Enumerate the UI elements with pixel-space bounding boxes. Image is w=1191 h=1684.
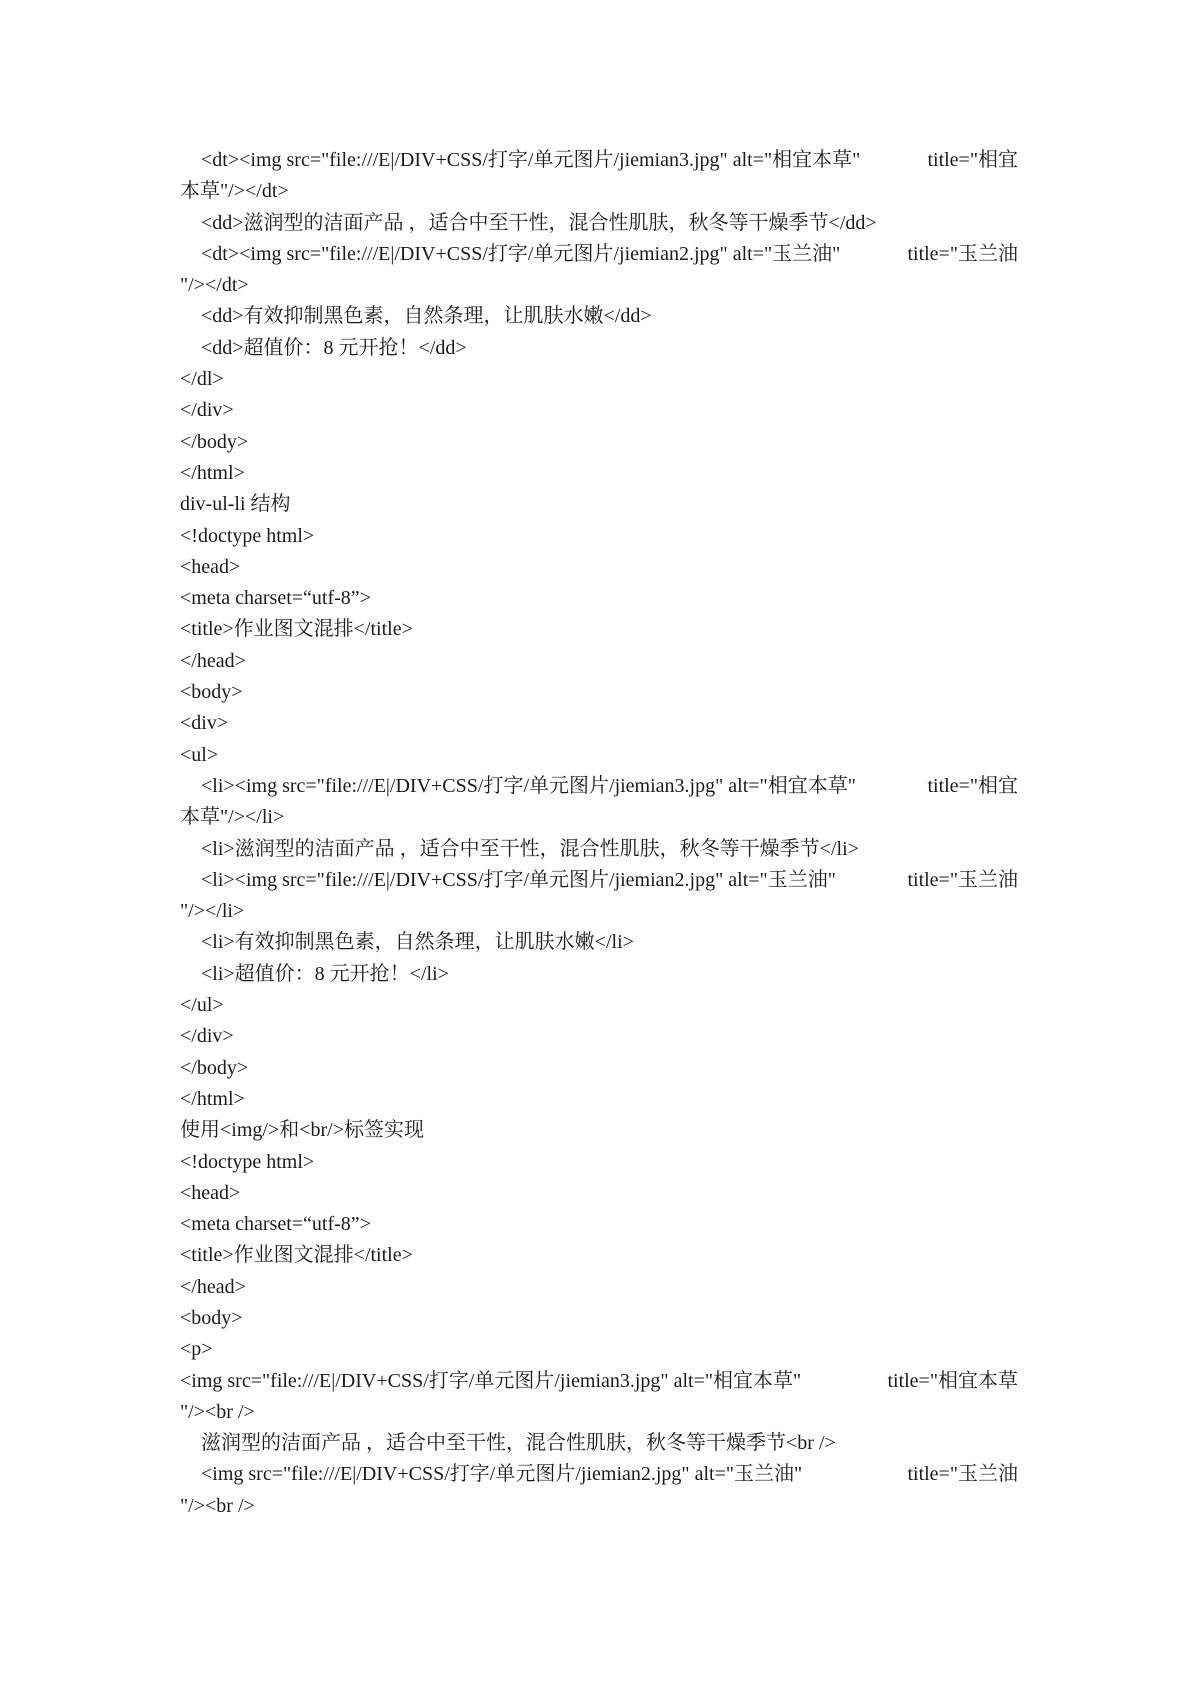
text-line: <li>滋润型的洁面产品 ，适合中至干性，混合性肌肤，秋冬等干燥季节</li>	[201, 837, 859, 860]
text-line: <dd>超值价：8 元开抢！</dd>	[201, 336, 467, 359]
text-line: 本草"/></dt>	[180, 180, 289, 203]
text-line: <dt><img src="file:///E|/DIV+CSS/打字/单元图片/jiemian3.jpg" alt="相宜本草" title="相宜	[201, 149, 1018, 171]
text-line: <dd>有效抑制黑色素，自然条理，让肌肤水嫩</dd>	[201, 305, 652, 328]
text-line: 滋润型的洁面产品 ，适合中至干性，混合性肌肤，秋冬等干燥季节<br />	[201, 1432, 836, 1455]
text-line: </div>	[180, 399, 234, 422]
text-line: <title>作业图文混排</title>	[180, 1244, 413, 1267]
text-line: </body>	[180, 430, 249, 453]
text-line: <li><img src="file:///E|/DIV+CSS/打字/单元图片/jiemian3.jpg" alt="相宜本草" title="相宜	[201, 774, 1018, 797]
text-line: <li>超值价：8 元开抢！</li>	[201, 962, 449, 985]
text-line: </div>	[180, 1025, 234, 1048]
text-line: <head>	[180, 555, 241, 578]
text-line: </ul>	[180, 994, 224, 1017]
text-line: "/><br />	[180, 1494, 255, 1517]
text-line: </head>	[180, 1275, 246, 1298]
text-line: <div>	[180, 712, 229, 735]
document-body	[180, 145, 1018, 1522]
section-heading: div-ul-li 结构	[180, 493, 291, 516]
text-line: </html>	[180, 1087, 245, 1110]
text-line: "/><br />	[180, 1400, 255, 1423]
text-line: <!doctype html>	[180, 524, 315, 547]
text-line: </html>	[180, 461, 245, 484]
text-line: </dl>	[180, 368, 224, 391]
text-line: <body>	[180, 1306, 243, 1329]
text-line: <dt><img src="file:///E|/DIV+CSS/打字/单元图片/jiemian2.jpg" alt="玉兰油" title="玉兰油	[201, 242, 1018, 265]
text-line: <li><img src="file:///E|/DIV+CSS/打字/单元图片/jiemian2.jpg" alt="玉兰油" title="玉兰油	[201, 868, 1018, 891]
text-line: </head>	[180, 649, 246, 672]
section-heading: 使用<img/>和<br/>标签实现	[180, 1119, 425, 1142]
text-line: </body>	[180, 1056, 249, 1079]
text-line: <!doctype html>	[180, 1150, 315, 1173]
text-line: "/></dt>	[180, 274, 249, 297]
text-line: <ul>	[180, 743, 219, 766]
text-line: <meta charset=“utf-8”>	[180, 1213, 371, 1236]
text-line: <dd>滋润型的洁面产品 ，适合中至干性，混合性肌肤，秋冬等干燥季节</dd>	[201, 211, 877, 234]
text-line: <meta charset=“utf-8”>	[180, 587, 371, 610]
text-line: <head>	[180, 1181, 241, 1204]
text-line: <p>	[180, 1338, 213, 1361]
text-line: 本草"/></li>	[180, 806, 285, 829]
text-line: <li>有效抑制黑色素，自然条理，让肌肤水嫩</li>	[201, 931, 634, 954]
text-line: "/></li>	[180, 900, 245, 923]
text-line: <img src="file:///E|/DIV+CSS/打字/单元图片/jiemian3.jpg" alt="相宜本草" title="相宜本草	[180, 1369, 1018, 1392]
text-line: <img src="file:///E|/DIV+CSS/打字/单元图片/jiemian2.jpg" alt="玉兰油" title="玉兰油	[201, 1463, 1018, 1486]
text-line: <body>	[180, 681, 243, 704]
text-line: <title>作业图文混排</title>	[180, 618, 413, 641]
